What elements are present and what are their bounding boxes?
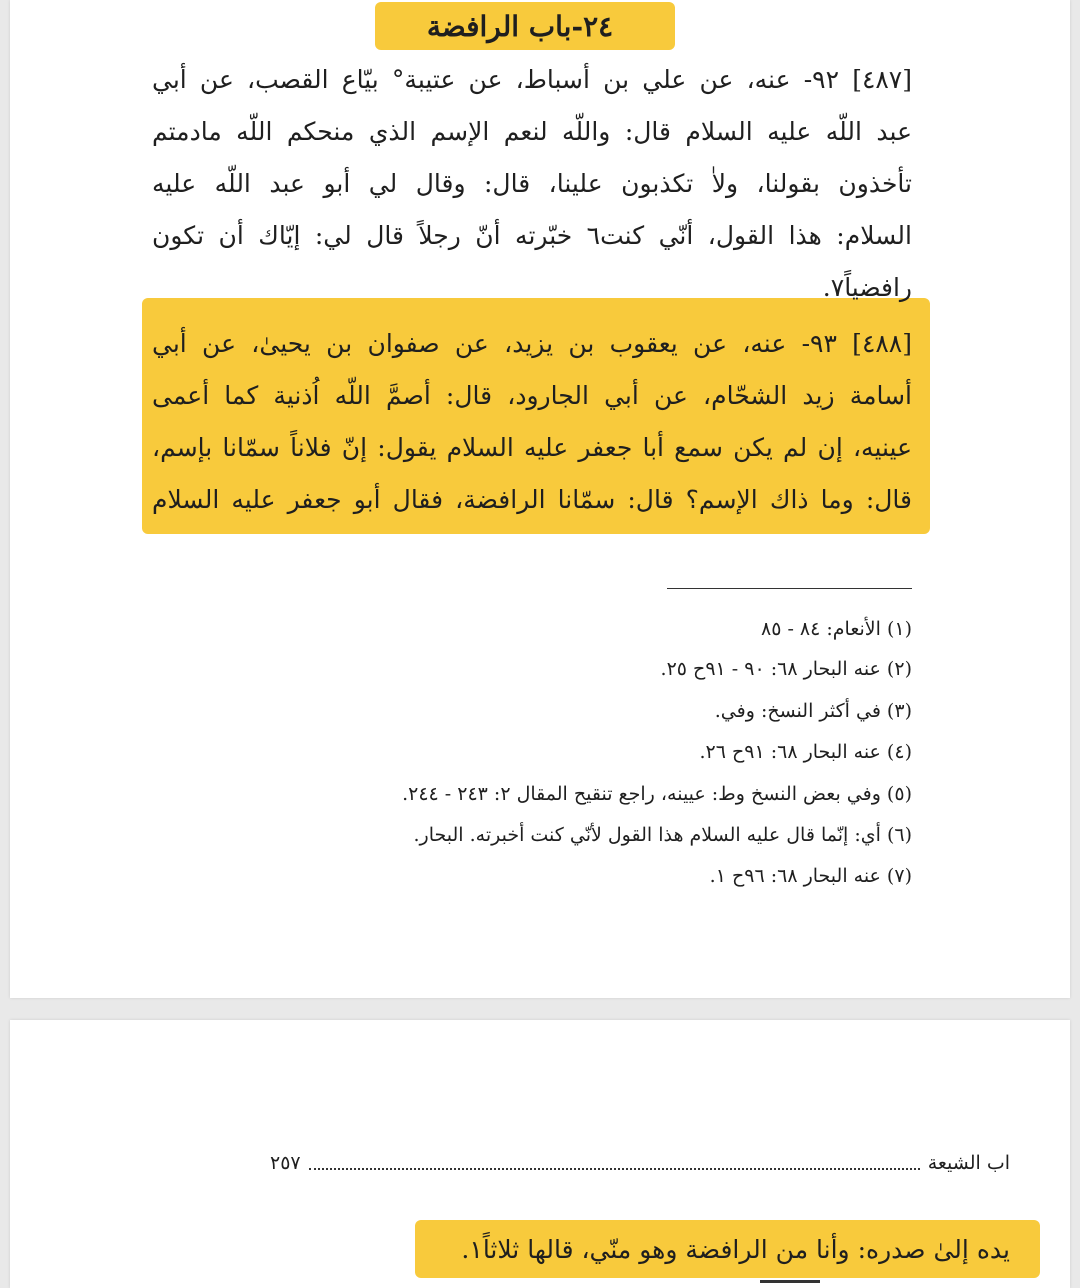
footnote: (٧) عنه البحار ٦٨: ٩٦ح ١. <box>709 865 912 887</box>
text-line: رافضياً٧. <box>822 273 912 302</box>
text-line: [٤٨٧] ٩٢- عنه، عن علي بن أسباط، عن عتيبة° بيّاع القصب، عن أبي <box>152 65 913 94</box>
text-line: أسامة زيد الشحّام، عن أبي الجارود، قال: أصمَّ اللّه اُذنية كما أعمى <box>152 381 912 410</box>
footnote: (٢) عنه البحار ٦٨: ٩٠ - ٩١ح ٢٥. <box>660 658 912 680</box>
dot-leader <box>309 1156 920 1170</box>
footnote: (٣) في أكثر النسخ: وفي. <box>714 700 912 722</box>
cut-off-text <box>760 1274 960 1288</box>
text-line: عبد اللّه عليه السلام قال: واللّه لنعم الإسم الذي منحكم اللّه مادمتم <box>152 117 912 146</box>
running-header-title: اب الشيعة <box>927 1152 1010 1174</box>
text-line: [٤٨٨] ٩٣- عنه، عن يعقوب بن يزيد، عن صفوان بن يحيىٰ، عن أبي <box>152 329 913 358</box>
text-line: عينيه، إن لم يكن سمع أبا جعفر عليه السلام يقول: إنّ فلاناً سمّانا بإسم، <box>152 433 912 462</box>
running-header <box>270 1152 1010 1174</box>
chapter-title: ٢٤-باب الرافضة <box>426 10 614 43</box>
text-line: قال: وما ذاك الإسم؟ قال: سمّانا الرافضة، فقال أبو جعفر عليه السلام <box>152 485 912 514</box>
page-number: ٢٥٧ <box>270 1152 301 1174</box>
text-line: تأخذون بقولنا، ولاٰ تكذبون علينا، قال: وقال لي أبو عبد اللّه عليه <box>152 169 912 198</box>
footnote-divider <box>667 588 912 589</box>
footnote: (٤) عنه البحار ٦٨: ٩١ح ٢٦. <box>699 741 912 763</box>
footnote: (٦) أي: إنّما قال عليه السلام هذا القول لأنّي كنت أخبرته. البحار. <box>413 824 912 846</box>
text-line: السلام: هذا القول، أنّي كنت٦ خبّرته أنّ رجلاً قال لي: إيّاك أن تكون <box>152 221 912 250</box>
footnote: (١) الأنعام: ٨٤ - ٨٥ <box>761 618 912 640</box>
next-page-partial-line: يده إلىٰ صدره: وأنا من الرافضة وهو منّي، قالها ثلاثاً١. <box>461 1235 1010 1264</box>
footnote: (٥) وفي بعض النسخ وط: عيينه، راجع تنقيح المقال ٢: ٢٤٣ - ٢٤٤. <box>402 783 912 805</box>
